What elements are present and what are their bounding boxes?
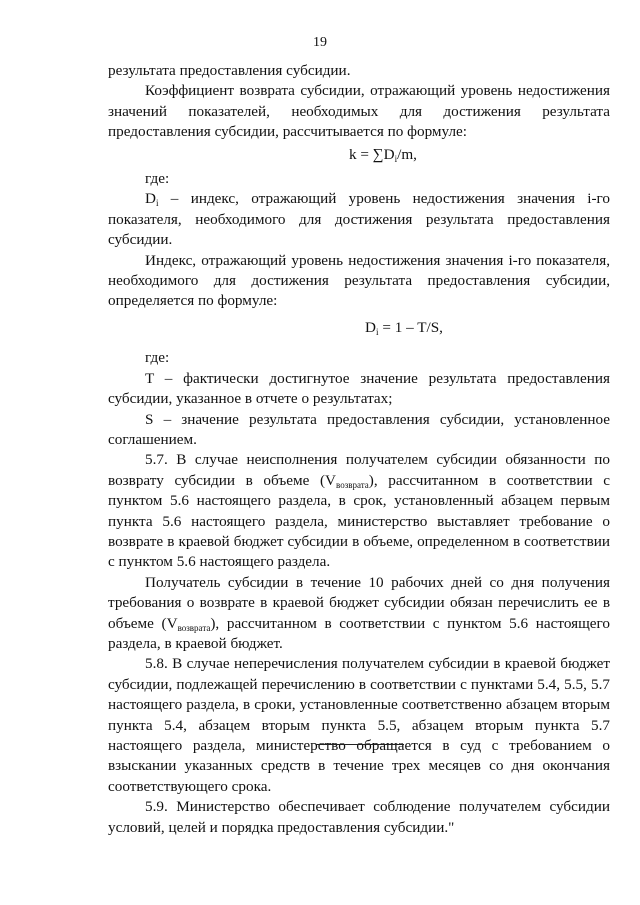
- end-divider: [316, 744, 404, 745]
- paragraph-s-definition: S – значение результата предоставления субсидии, установленное соглашением.: [108, 410, 610, 448]
- document-body: [108, 61, 610, 838]
- paragraph-coefficient: Коэффициент возврата субсидии, отражающий уровень недостижения значений показателей, необходимых для достижения результата предоставления субсидии, рассчитывается по формуле:: [108, 82, 610, 141]
- formula-k-tail: /m,: [397, 145, 417, 163]
- page-number: 19: [313, 35, 327, 50]
- p58pre-text-b: ), рассчитанном в соответствии с пунктом 5.6 настоящего раздела, в краевой бюджет.: [108, 614, 610, 652]
- where-label-2: где:: [145, 349, 170, 367]
- paragraph-5-9: 5.9. Министерство обеспечивает соблюдение получателем субсидии условий, целей и порядка предоставления субсидии.": [108, 798, 610, 836]
- formula-di-main: D: [365, 318, 377, 336]
- paragraph-5-7: [108, 450, 610, 572]
- paragraph-continuation: результата предоставления субсидии.: [108, 62, 351, 79]
- formula-di-tail: = 1 – T/S,: [378, 318, 443, 336]
- p57-sub: возврата: [336, 479, 369, 490]
- formula-k: [108, 145, 610, 165]
- paragraph-recipient-duty: [108, 573, 610, 655]
- di-symbol: D: [145, 190, 156, 208]
- formula-k-main: k = ∑D: [349, 145, 395, 163]
- di-text: – индекс, отражающий уровень недостижения значения i-го показателя, необходимого для достижения результата предоставления субсидии.: [108, 190, 610, 249]
- formula-di: [108, 318, 610, 338]
- di-sub: i: [155, 198, 159, 209]
- p57-text-a: 5.7. В случае неисполнения получателем субсидии обязанности по возврату субсидии в объеме (V: [108, 451, 610, 489]
- paragraph-t-definition: T – фактически достигнутое значение результата предоставления субсидии, указанное в отчете о результатах;: [108, 369, 610, 408]
- p58pre-text-a: Получатель субсидии в течение 10 рабочих дней со дня получения требования о возврате в краевой бюджет субсидии обязан перечислить ее в объеме (V: [108, 573, 610, 632]
- formula-di-sub: i: [376, 326, 379, 337]
- p58pre-sub: возврата: [177, 622, 211, 633]
- formula-k-sub: i: [394, 153, 398, 164]
- paragraph-index: Индекс, отражающий уровень недостижения значения i-го показателя, необходимого для достижения результата предоставления субсидии, определяется по формуле:: [108, 251, 610, 310]
- paragraph-5-8: 5.8. В случае неперечисления получателем субсидии в краевой бюджет субсидии, подлежащей перечислению в соответствии с пунктами 5.4, 5.5, 5.7 настоящего раздела, в сроки, установленные соответственно абзацем вторым пункта 5.4, абзацем вторым пункта 5.5, абзацем вторым пункта 5.7 настоящего раздела, министерство обращается в суд с требованием о взыскании указанных средств в течение трех месяцев со дня окончания соответствующего срока.: [108, 655, 610, 795]
- p57-text-b: ), рассчитанном в соответствии с пунктом 5.6 настоящего раздела, в срок, установленный абзацем первым пункта 5.6 настоящего раздела, министерство выставляет требование о возврате в краевой бюджет субсидии в объеме, определенном в соответствии с пунктом 5.6 настоящего раздела.: [108, 471, 610, 571]
- where-label-1: где:: [145, 170, 170, 188]
- paragraph-di-definition: [108, 189, 610, 250]
